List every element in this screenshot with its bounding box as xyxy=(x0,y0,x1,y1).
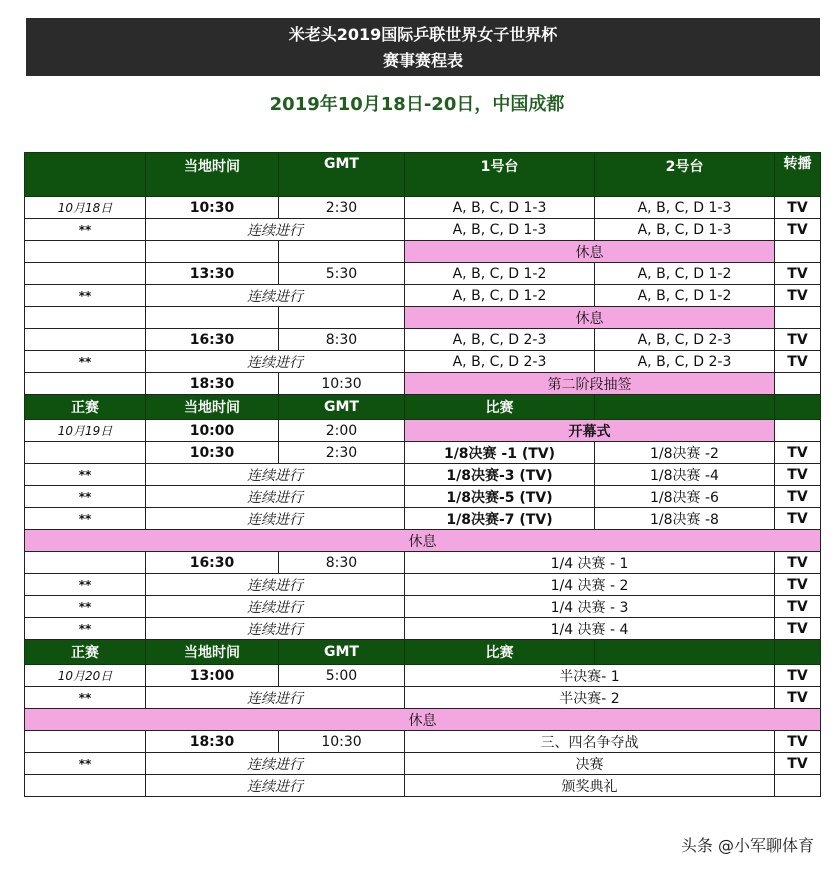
table-row xyxy=(25,420,821,442)
tv-cell: TV xyxy=(775,197,821,219)
table2-match: A, B, C, D 1-2 xyxy=(595,263,775,285)
header-gmt: GMT xyxy=(279,640,405,665)
empty-cell xyxy=(25,373,146,395)
table-row xyxy=(25,596,821,618)
title-line1: 米老头2019国际乒联世界女子世界杯 xyxy=(288,25,558,44)
table2-match: A, B, C, D 1-2 xyxy=(595,285,775,307)
header-broadcast: 转播 xyxy=(775,153,821,197)
local-time: 10:00 xyxy=(146,420,279,442)
empty-cell xyxy=(25,307,146,329)
table-row xyxy=(25,753,821,775)
local-time: 18:30 xyxy=(146,731,279,753)
tv-cell: TV xyxy=(775,285,821,307)
header-row xyxy=(25,395,821,420)
continuation-mark: ** xyxy=(25,464,146,486)
table-row xyxy=(25,530,821,552)
tv-cell: TV xyxy=(775,596,821,618)
tv-cell: TV xyxy=(775,464,821,486)
quarterfinal-match: 1/4 决赛 - 4 xyxy=(405,618,775,640)
header-main-draw: 正赛 xyxy=(25,395,146,420)
continuous-label: 连续进行 xyxy=(146,508,405,530)
table1-match: A, B, C, D 2-3 xyxy=(405,351,595,373)
table-row xyxy=(25,508,821,530)
table2-match: 1/8决赛 -8 xyxy=(595,508,775,530)
tv-cell: TV xyxy=(775,753,821,775)
tv-cell: TV xyxy=(775,574,821,596)
empty-cell xyxy=(25,731,146,753)
date-cell: 10月19日 xyxy=(25,420,146,442)
continuous-label: 连续进行 xyxy=(146,753,405,775)
table-row xyxy=(25,285,821,307)
date-cell: 10月20日 xyxy=(25,665,146,687)
continuation-mark: ** xyxy=(25,285,146,307)
local-time: 16:30 xyxy=(146,552,279,574)
table1-match: 1/8决赛-5 (TV) xyxy=(405,486,595,508)
table2-match: 1/8决赛 -4 xyxy=(595,464,775,486)
empty-cell xyxy=(25,442,146,464)
header-local-time: 当地时间 xyxy=(146,395,279,420)
tv-cell: TV xyxy=(775,486,821,508)
header-cell xyxy=(595,640,775,665)
award-ceremony: 颁奖典礼 xyxy=(405,775,775,797)
header-table2: 2号台 xyxy=(595,153,775,197)
empty-cell xyxy=(25,241,146,263)
gmt-time: 2:00 xyxy=(279,420,405,442)
header-row xyxy=(25,153,821,197)
break-cell: 休息 xyxy=(405,241,775,263)
empty-cell xyxy=(775,420,821,442)
empty-cell xyxy=(775,307,821,329)
table-row xyxy=(25,486,821,508)
header-local-time: 当地时间 xyxy=(146,640,279,665)
gmt-time: 2:30 xyxy=(279,442,405,464)
header-main-draw: 正赛 xyxy=(25,640,146,665)
empty-cell xyxy=(775,241,821,263)
table-row xyxy=(25,197,821,219)
semifinal-match: 半决赛- 1 xyxy=(405,665,775,687)
header-row xyxy=(25,640,821,665)
table1-match: 1/8决赛-7 (TV) xyxy=(405,508,595,530)
header-cell xyxy=(25,153,146,197)
table-row xyxy=(25,351,821,373)
table-row xyxy=(25,442,821,464)
empty-cell xyxy=(279,307,405,329)
continuous-label: 连续进行 xyxy=(146,219,405,241)
watermark: 头条 @小军聊体育 xyxy=(681,833,814,856)
continuous-label: 连续进行 xyxy=(146,285,405,307)
empty-cell xyxy=(775,775,821,797)
table1-match: A, B, C, D 1-3 xyxy=(405,219,595,241)
table1-match: A, B, C, D 2-3 xyxy=(405,329,595,351)
local-time: 18:30 xyxy=(146,373,279,395)
local-time: 10:30 xyxy=(146,197,279,219)
table-row xyxy=(25,574,821,596)
break-cell: 休息 xyxy=(25,709,821,731)
continuation-mark: ** xyxy=(25,618,146,640)
header-gmt: GMT xyxy=(279,153,405,197)
table-row xyxy=(25,373,821,395)
header-match: 比赛 xyxy=(405,640,595,665)
schedule-table xyxy=(24,152,821,797)
table1-match: A, B, C, D 1-2 xyxy=(405,263,595,285)
empty-cell xyxy=(25,263,146,285)
bronze-match: 三、四名争夺战 xyxy=(405,731,775,753)
header-gmt: GMT xyxy=(279,395,405,420)
header-cell xyxy=(595,395,775,420)
table-row xyxy=(25,552,821,574)
table1-match: 1/8决赛 -1 (TV) xyxy=(405,442,595,464)
continuous-label: 连续进行 xyxy=(146,596,405,618)
empty-cell xyxy=(279,241,405,263)
event-subtitle: 2019年10月18日-20日，中国成都 xyxy=(269,94,565,115)
continuous-label: 连续进行 xyxy=(146,574,405,596)
empty-cell xyxy=(25,329,146,351)
tv-cell: TV xyxy=(775,219,821,241)
table-row xyxy=(25,775,821,797)
table2-match: A, B, C, D 2-3 xyxy=(595,351,775,373)
continuation-mark: ** xyxy=(25,486,146,508)
table-row xyxy=(25,731,821,753)
table1-match: A, B, C, D 1-3 xyxy=(405,197,595,219)
quarterfinal-match: 1/4 决赛 - 3 xyxy=(405,596,775,618)
table2-match: A, B, C, D 1-3 xyxy=(595,219,775,241)
semifinal-match: 半决赛- 2 xyxy=(405,687,775,709)
tv-cell: TV xyxy=(775,618,821,640)
tv-cell: TV xyxy=(775,329,821,351)
continuous-label: 连续进行 xyxy=(146,775,405,797)
tv-cell: TV xyxy=(775,731,821,753)
continuous-label: 连续进行 xyxy=(146,618,405,640)
header-table1: 1号台 xyxy=(405,153,595,197)
gmt-time: 8:30 xyxy=(279,552,405,574)
local-time: 13:00 xyxy=(146,665,279,687)
break-cell: 休息 xyxy=(25,530,821,552)
tv-cell: TV xyxy=(775,508,821,530)
title-line2: 赛事赛程表 xyxy=(382,51,463,70)
header-cell xyxy=(775,640,821,665)
continuation-mark: ** xyxy=(25,596,146,618)
break-cell: 休息 xyxy=(405,307,775,329)
continuation-mark: ** xyxy=(25,508,146,530)
date-cell: 10月18日 xyxy=(25,197,146,219)
table-row xyxy=(25,329,821,351)
table-row xyxy=(25,709,821,731)
empty-cell xyxy=(146,241,279,263)
table-row xyxy=(25,665,821,687)
tv-cell: TV xyxy=(775,351,821,373)
table-row xyxy=(25,307,821,329)
gmt-time: 2:30 xyxy=(279,197,405,219)
continuation-mark: ** xyxy=(25,351,146,373)
table-row xyxy=(25,219,821,241)
header-local-time: 当地时间 xyxy=(146,153,279,197)
continuous-label: 连续进行 xyxy=(146,687,405,709)
continuation-mark: ** xyxy=(25,687,146,709)
quarterfinal-match: 1/4 决赛 - 1 xyxy=(405,552,775,574)
continuous-label: 连续进行 xyxy=(146,486,405,508)
tv-cell: TV xyxy=(775,442,821,464)
table-row xyxy=(25,618,821,640)
table-row xyxy=(25,687,821,709)
empty-cell xyxy=(25,775,146,797)
header-match: 比赛 xyxy=(405,395,595,420)
opening-ceremony: 开幕式 xyxy=(405,420,775,442)
local-time: 16:30 xyxy=(146,329,279,351)
table-row xyxy=(25,464,821,486)
gmt-time: 10:30 xyxy=(279,731,405,753)
table2-match: 1/8决赛 -6 xyxy=(595,486,775,508)
table2-match: 1/8决赛 -2 xyxy=(595,442,775,464)
local-time: 13:30 xyxy=(146,263,279,285)
empty-cell xyxy=(146,307,279,329)
table2-match: A, B, C, D 1-3 xyxy=(595,197,775,219)
table1-match: 1/8决赛-3 (TV) xyxy=(405,464,595,486)
title-banner xyxy=(26,18,820,76)
gmt-time: 10:30 xyxy=(279,373,405,395)
local-time: 10:30 xyxy=(146,442,279,464)
tv-cell: TV xyxy=(775,665,821,687)
tv-cell: TV xyxy=(775,263,821,285)
continuous-label: 连续进行 xyxy=(146,464,405,486)
continuation-mark: ** xyxy=(25,753,146,775)
quarterfinal-match: 1/4 决赛 - 2 xyxy=(405,574,775,596)
final-match: 决赛 xyxy=(405,753,775,775)
header-cell xyxy=(775,395,821,420)
table-row xyxy=(25,263,821,285)
gmt-time: 8:30 xyxy=(279,329,405,351)
tv-cell: TV xyxy=(775,552,821,574)
continuation-mark: ** xyxy=(25,574,146,596)
table2-match: A, B, C, D 2-3 xyxy=(595,329,775,351)
empty-cell xyxy=(25,552,146,574)
table1-match: A, B, C, D 1-2 xyxy=(405,285,595,307)
table-row xyxy=(25,241,821,263)
empty-cell xyxy=(775,373,821,395)
gmt-time: 5:30 xyxy=(279,263,405,285)
gmt-time: 5:00 xyxy=(279,665,405,687)
draw-event: 第二阶段抽签 xyxy=(405,373,775,395)
continuous-label: 连续进行 xyxy=(146,351,405,373)
tv-cell: TV xyxy=(775,687,821,709)
continuation-mark: ** xyxy=(25,219,146,241)
